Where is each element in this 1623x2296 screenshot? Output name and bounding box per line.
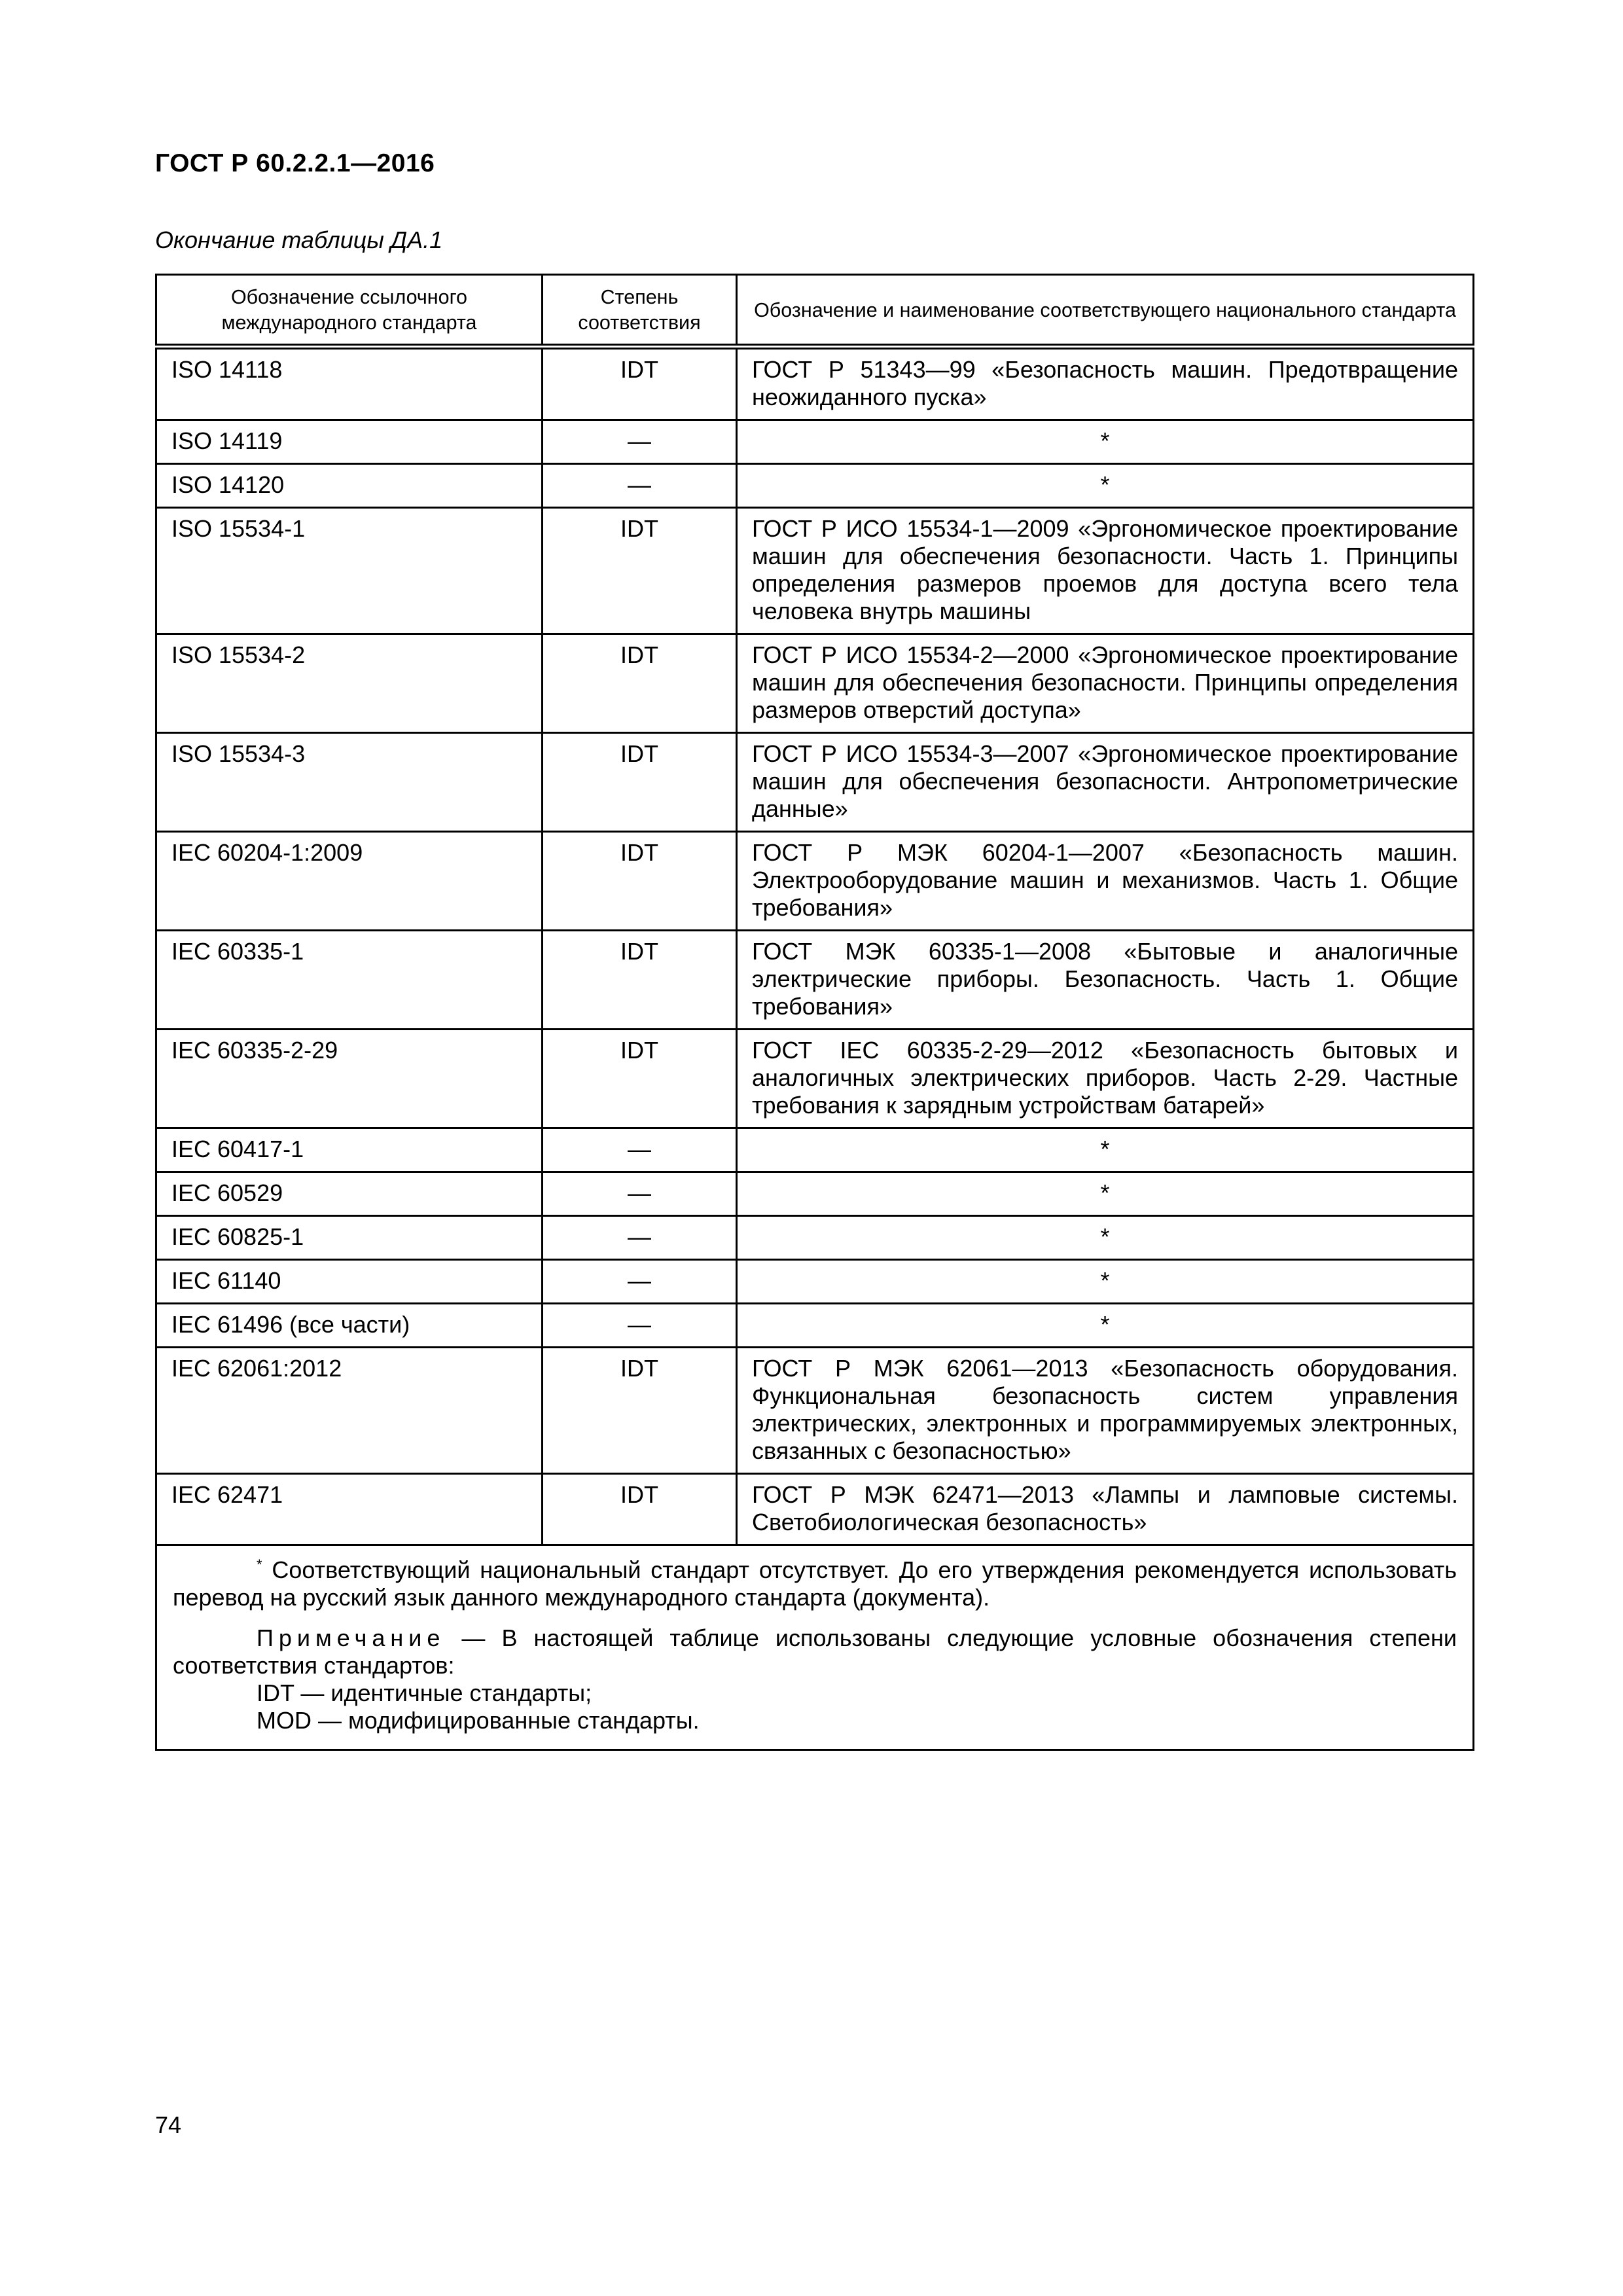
cell-degree: IDT [543, 1348, 737, 1474]
cell-national-standard: ГОСТ МЭК 60335-1—2008 «Бытовые и аналогичные электрические приборы. Безопасность. Часть 1. Общие требования» [737, 931, 1474, 1030]
table-row [156, 1260, 1474, 1304]
cell-degree: IDT [543, 733, 737, 832]
cell-reference-standard: IEC 61140 [156, 1260, 543, 1304]
table-row [156, 1474, 1474, 1545]
cell-national-standard: * [737, 1304, 1474, 1348]
cell-reference-standard: IEC 60204-1:2009 [156, 832, 543, 931]
cell-national-standard: * [737, 464, 1474, 508]
note-label: Примечание [257, 1624, 446, 1651]
column-header-national: Обозначение и наименование соответствующего национального стандарта [737, 275, 1474, 347]
cell-reference-standard: IEC 61496 (все части) [156, 1304, 543, 1348]
cell-national-standard: ГОСТ Р ИСО 15534-1—2009 «Эргономическое проектирование машин для обеспечения безопасности. Часть 1. Принципы определения размеров проемов для доступа всего тела человека внутрь машины [737, 508, 1474, 634]
cell-reference-standard: ISO 14118 [156, 347, 543, 420]
cell-national-standard: * [737, 1172, 1474, 1216]
cell-reference-standard: IEC 60335-2-29 [156, 1030, 543, 1128]
cell-national-standard: * [737, 1128, 1474, 1172]
table-row [156, 832, 1474, 931]
cell-national-standard: ГОСТ Р ИСО 15534-2—2000 «Эргономическое проектирование машин для обеспечения безопасности. Принципы определения размеров отверстий доступа» [737, 634, 1474, 733]
legend-mod: MOD — модифицированные стандарты. [257, 1707, 700, 1734]
cell-national-standard: ГОСТ Р МЭК 62061—2013 «Безопасность оборудования. Функциональная безопасность систем управления электрических, электронных и программируемых электронных, связанных с безопасностью» [737, 1348, 1474, 1474]
table-header-row [156, 275, 1474, 347]
cell-national-standard: * [737, 1216, 1474, 1260]
table-row [156, 1128, 1474, 1172]
cell-national-standard: * [737, 420, 1474, 464]
cell-degree: IDT [543, 634, 737, 733]
table-row [156, 1172, 1474, 1216]
table-row [156, 347, 1474, 420]
table-row [156, 733, 1474, 832]
cell-reference-standard: ISO 14120 [156, 464, 543, 508]
cell-reference-standard: IEC 60825-1 [156, 1216, 543, 1260]
cell-degree: — [543, 1260, 737, 1304]
table-note-cell [156, 1545, 1474, 1750]
footnote-mark: * [257, 1556, 262, 1573]
footnote-text: Соответствующий национальный стандарт отсутствует. До его утверждения рекомендуется использовать перевод на русский язык данного международного стандарта (документа). [173, 1556, 1457, 1611]
table-caption: Окончание таблицы ДА.1 [155, 226, 443, 253]
cell-degree: IDT [543, 1474, 737, 1545]
cell-reference-standard: IEC 62061:2012 [156, 1348, 543, 1474]
cell-national-standard: ГОСТ Р МЭК 62471—2013 «Лампы и ламповые системы. Светобиологическая безопасность» [737, 1474, 1474, 1545]
cell-reference-standard: ISO 14119 [156, 420, 543, 464]
document-title: ГОСТ Р 60.2.2.1—2016 [155, 149, 435, 177]
note-paragraph [173, 1624, 1457, 1679]
correspondence-table-container [155, 274, 1472, 1751]
cell-reference-standard: ISO 15534-2 [156, 634, 543, 733]
correspondence-table [155, 274, 1474, 1751]
cell-national-standard: ГОСТ Р ИСО 15534-3—2007 «Эргономическое проектирование машин для обеспечения безопасности. Антропометрические данные» [737, 733, 1474, 832]
table-row [156, 1216, 1474, 1260]
cell-degree: — [543, 1216, 737, 1260]
cell-degree: — [543, 1172, 737, 1216]
table-row [156, 1348, 1474, 1474]
column-header-degree: Степень соответствия [543, 275, 737, 347]
footnote [173, 1556, 1457, 1611]
table-row [156, 1304, 1474, 1348]
table-row [156, 1030, 1474, 1128]
cell-reference-standard: ISO 15534-1 [156, 508, 543, 634]
page-number: 74 [155, 2111, 182, 2138]
cell-national-standard: ГОСТ IEC 60335-2-29—2012 «Безопасность бытовых и аналогичных электрических приборов. Часть 2-29. Частные требования к зарядным устройствам батарей» [737, 1030, 1474, 1128]
cell-degree: — [543, 1304, 737, 1348]
cell-national-standard: ГОСТ Р МЭК 60204-1—2007 «Безопасность машин. Электрооборудование машин и механизмов. Часть 1. Общие требования» [737, 832, 1474, 931]
cell-degree: IDT [543, 508, 737, 634]
legend-idt: IDT — идентичные стандарты; [257, 1679, 592, 1706]
cell-national-standard: ГОСТ Р 51343—99 «Безопасность машин. Предотвращение неожиданного пуска» [737, 347, 1474, 420]
cell-reference-standard: IEC 60417-1 [156, 1128, 543, 1172]
table-row [156, 931, 1474, 1030]
table-row [156, 420, 1474, 464]
cell-reference-standard: IEC 60335-1 [156, 931, 543, 1030]
cell-national-standard: * [737, 1260, 1474, 1304]
column-header-reference: Обозначение ссылочного международного стандарта [156, 275, 543, 347]
cell-degree: IDT [543, 347, 737, 420]
table-row [156, 464, 1474, 508]
note-text: — В настоящей таблице использованы следующие условные обозначения степени соответствия стандартов: [173, 1624, 1457, 1679]
cell-degree: — [543, 1128, 737, 1172]
cell-degree: — [543, 420, 737, 464]
table-row [156, 634, 1474, 733]
cell-degree: IDT [543, 931, 737, 1030]
table-note-row [156, 1545, 1474, 1750]
cell-degree: IDT [543, 1030, 737, 1128]
cell-reference-standard: ISO 15534-3 [156, 733, 543, 832]
cell-reference-standard: IEC 62471 [156, 1474, 543, 1545]
table-body [156, 347, 1474, 1545]
cell-degree: IDT [543, 832, 737, 931]
table-row [156, 508, 1474, 634]
cell-reference-standard: IEC 60529 [156, 1172, 543, 1216]
cell-degree: — [543, 464, 737, 508]
